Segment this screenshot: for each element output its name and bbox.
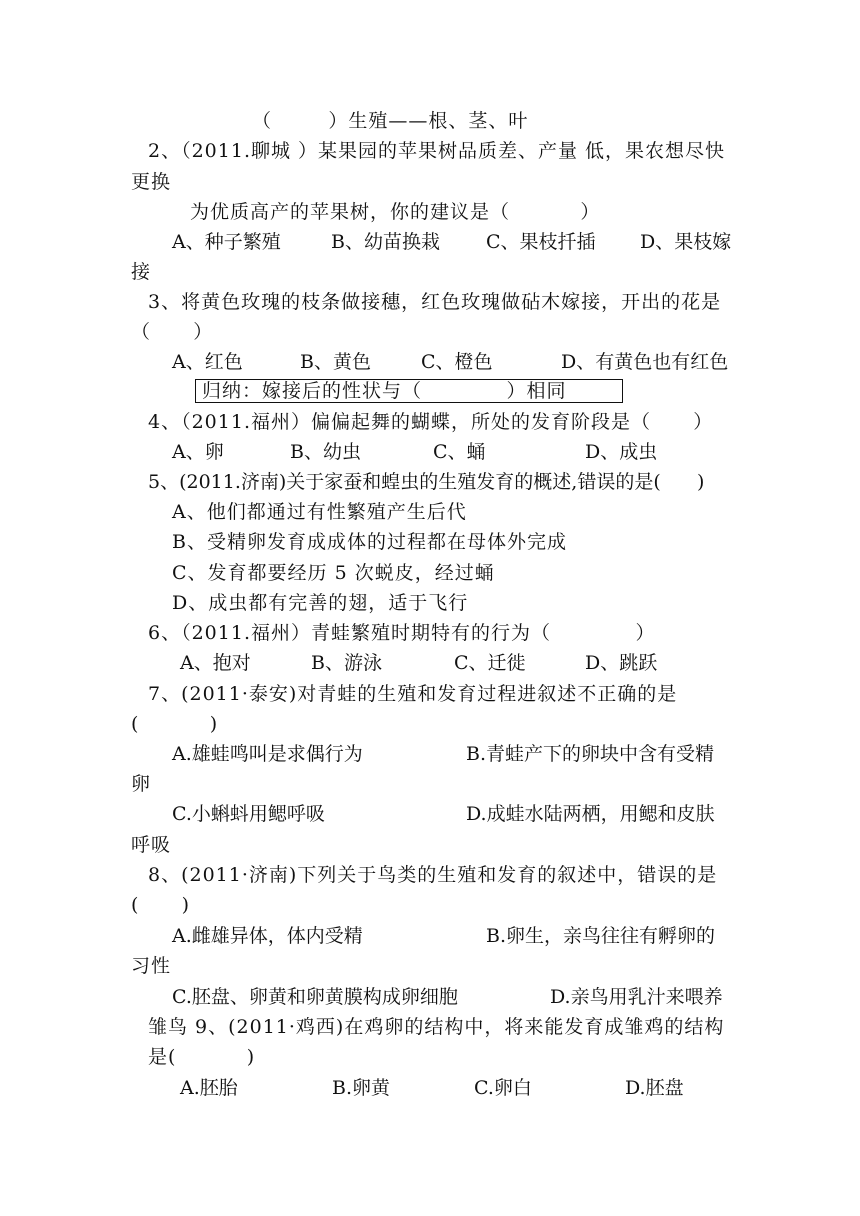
question-5-option-a: A、他们都通过有性繁殖产生后代	[172, 501, 467, 523]
question-7-option-c: C.小蝌蚪用鳃呼吸	[172, 803, 325, 825]
question-3-option-d: D、有黄色也有红色	[561, 351, 729, 373]
question-8-option-d: D.亲鸟用乳汁来喂养	[550, 986, 723, 1008]
question-7-stem: 7、(2011·泰安)对青蛙的生殖和发育过程进叙述不正确的是	[148, 683, 678, 705]
question-7-option-d: D.成蛙水陆两栖，用鳃和皮肤	[466, 803, 715, 825]
question-3-option-c: C、橙色	[421, 351, 493, 373]
question-3-option-b: B、黄色	[300, 351, 371, 373]
question-9-option-d: D.胚盘	[625, 1077, 684, 1099]
question-2-option-d: D、果枝嫁	[640, 231, 732, 253]
question-6-option-d: D、跳跃	[585, 652, 658, 674]
question-3-stem: 3、将黄色玫瑰的枝条做接穗，红色玫瑰做砧木嫁接，开出的花是	[148, 291, 722, 313]
question-3-option-a: A、红色	[172, 351, 243, 373]
question-2-option-c: C、果枝扦插	[486, 231, 596, 253]
question-8-option-a: A.雌雄异体，体内受精	[172, 925, 363, 947]
question-8-stem: 8、(2011·济南)下列关于鸟类的生殖和发育的叙述中，错误的是	[148, 864, 718, 886]
question-6-option-b: B、游泳	[311, 652, 382, 674]
question-2-option-b: B、幼苗换栽	[331, 231, 440, 253]
question-2-option-d-wrap: 接	[131, 261, 152, 283]
question-2-option-a: A、种子繁殖	[172, 231, 281, 253]
question-9-stem: 雏鸟 9、(2011·鸡西)在鸡卵的结构中，将来能发育成雏鸡的结构	[148, 1016, 725, 1038]
question-8-option-b: B.卵生，亲鸟往往有孵卵的	[486, 925, 716, 947]
question-7-option-a: A.雄蛙鸣叫是求偶行为	[172, 743, 363, 765]
question-7-option-b-wrap: 卵	[131, 773, 152, 795]
summary-box	[195, 379, 623, 403]
question-7-option-b: B.青蛙产下的卵块中含有受精	[466, 743, 715, 765]
question-8-option-b-wrap: 习性	[131, 955, 172, 977]
question-4-option-d: D、成虫	[585, 441, 658, 463]
question-6-option-a: A、抱对	[180, 652, 251, 674]
question-4-stem: 4、（2011.福州）偏偏起舞的蝴蝶，所处的发育阶段是（ ）	[148, 411, 714, 433]
question-9-answer-blank: 是( )	[148, 1046, 256, 1068]
question-5-option-d: D、成虫都有完善的翅，适于飞行	[172, 592, 469, 614]
question-4-option-c: C、蛹	[433, 441, 486, 463]
question-5-option-c: C、发育都要经历 5 次蜕皮，经过蛹	[172, 562, 495, 584]
question-8-option-c: C.胚盘、卵黄和卵黄膜构成卵细胞	[172, 986, 458, 1008]
question-2-stem-cont: 为优质高产的苹果树，你的建议是（ ）	[190, 201, 601, 223]
question-1-tail: （ ）生殖——根、茎、叶	[252, 110, 529, 132]
question-3-answer-blank: （ ）	[131, 321, 214, 343]
question-9-option-b: B.卵黄	[332, 1077, 391, 1099]
question-7-answer-blank: ( )	[131, 713, 219, 735]
question-9-option-a: A.胚胎	[180, 1077, 238, 1099]
question-7-option-d-wrap: 呼吸	[131, 834, 172, 856]
question-4-option-a: A、卵	[172, 441, 224, 463]
question-2-stem: 2、（2011.聊城 ）某果园的苹果树品质差、产量 低，果农想尽快	[148, 140, 726, 162]
question-4-option-b: B、幼虫	[290, 441, 361, 463]
question-5-option-b: B、受精卵发育成成体的过程都在母体外完成	[172, 531, 567, 553]
question-6-stem: 6、（2011.福州）青蛙繁殖时期特有的行为（ ）	[148, 622, 656, 644]
question-6-option-c: C、迁徙	[454, 652, 526, 674]
summary-text: 归纳：嫁接后的性状与（ ）相同	[202, 380, 567, 402]
question-2-stem-wrap: 更换	[131, 171, 172, 193]
question-8-answer-blank: ( )	[131, 894, 191, 916]
question-9-option-c: C.卵白	[474, 1077, 532, 1099]
question-5-stem: 5、(2011.济南)关于家蚕和蝗虫的生殖发育的概述,错误的是( )	[148, 471, 705, 493]
